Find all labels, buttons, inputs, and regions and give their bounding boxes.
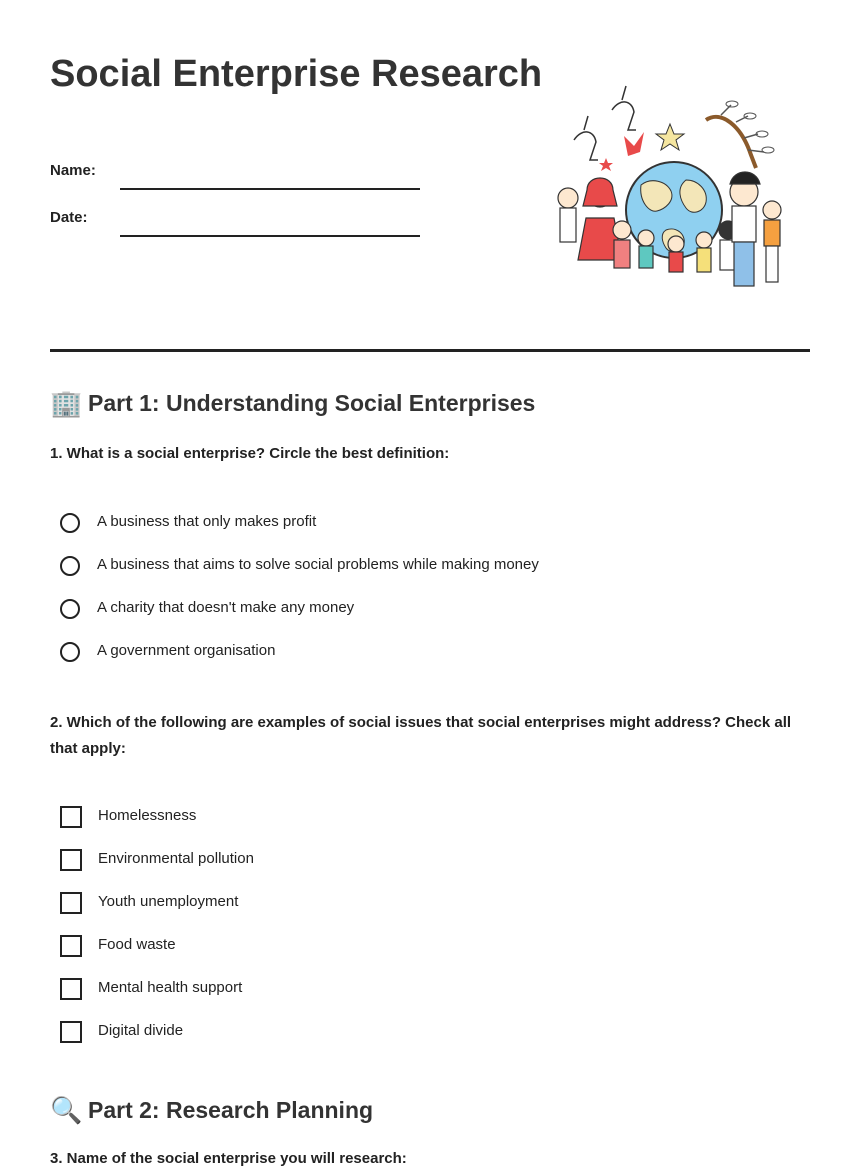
name-label: Name: bbox=[50, 162, 96, 179]
q2-option-digital-divide[interactable] bbox=[60, 1017, 183, 1043]
q2-option-homelessness[interactable] bbox=[60, 802, 196, 828]
q2-option-label: Mental health support bbox=[98, 978, 243, 996]
part1-heading-text: Part 1: Understanding Social Enterprises bbox=[88, 390, 536, 416]
q1-option-label: A business that only makes profit bbox=[97, 512, 317, 530]
q1-option-label: A charity that doesn't make any money bbox=[97, 598, 355, 616]
section-divider bbox=[50, 349, 810, 352]
q1-option-2[interactable] bbox=[60, 551, 539, 577]
date-input-line[interactable] bbox=[120, 215, 420, 237]
q1-option-label: A business that aims to solve social problems while making money bbox=[97, 555, 539, 573]
checkbox-icon[interactable] bbox=[60, 849, 82, 871]
question-2: 2. Which of the following are examples of social issues that social enterprises might address? Check all that apply: bbox=[50, 714, 792, 757]
radio-circle-icon[interactable] bbox=[60, 556, 80, 576]
q1-option-1[interactable] bbox=[60, 508, 316, 534]
q2-option-label: Food waste bbox=[98, 935, 176, 953]
date-field[interactable] bbox=[50, 207, 420, 237]
q1-option-4[interactable] bbox=[60, 637, 275, 663]
part2-heading-text: Part 2: Research Planning bbox=[88, 1097, 374, 1123]
checkbox-icon[interactable] bbox=[60, 978, 82, 1000]
q2-option-label: Homelessness bbox=[98, 806, 197, 824]
radio-circle-icon[interactable] bbox=[60, 513, 80, 533]
q2-option-environmental-pollution[interactable] bbox=[60, 845, 254, 871]
q1-option-label: A government organisation bbox=[97, 641, 276, 659]
name-field[interactable] bbox=[50, 160, 420, 190]
date-label: Date: bbox=[50, 209, 88, 226]
page-title: Social Enterprise Research bbox=[50, 53, 543, 95]
q2-option-label: Environmental pollution bbox=[98, 849, 254, 867]
q2-option-label: Digital divide bbox=[98, 1021, 184, 1039]
checkbox-icon[interactable] bbox=[60, 1021, 82, 1043]
q2-option-food-waste[interactable] bbox=[60, 931, 176, 957]
question-3: 3. Name of the social enterprise you will research: bbox=[50, 1150, 407, 1167]
q2-option-label: Youth unemployment bbox=[98, 892, 239, 910]
part1-heading bbox=[50, 388, 535, 418]
q2-option-mental-health-support[interactable] bbox=[60, 974, 242, 1000]
checkbox-icon[interactable] bbox=[60, 806, 82, 828]
q1-option-3[interactable] bbox=[60, 594, 354, 620]
question-1: 1. What is a social enterprise? Circle the best definition: bbox=[50, 445, 450, 462]
radio-circle-icon[interactable] bbox=[60, 599, 80, 619]
office-building-icon: 🏢 bbox=[50, 388, 83, 418]
q2-option-youth-unemployment[interactable] bbox=[60, 888, 238, 914]
checkbox-icon[interactable] bbox=[60, 892, 82, 914]
radio-circle-icon[interactable] bbox=[60, 642, 80, 662]
children-around-globe-illustration bbox=[546, 80, 790, 296]
magnifying-glass-icon: 🔍 bbox=[50, 1095, 83, 1125]
name-input-line[interactable] bbox=[120, 168, 420, 190]
checkbox-icon[interactable] bbox=[60, 935, 82, 957]
part2-heading bbox=[50, 1095, 373, 1125]
